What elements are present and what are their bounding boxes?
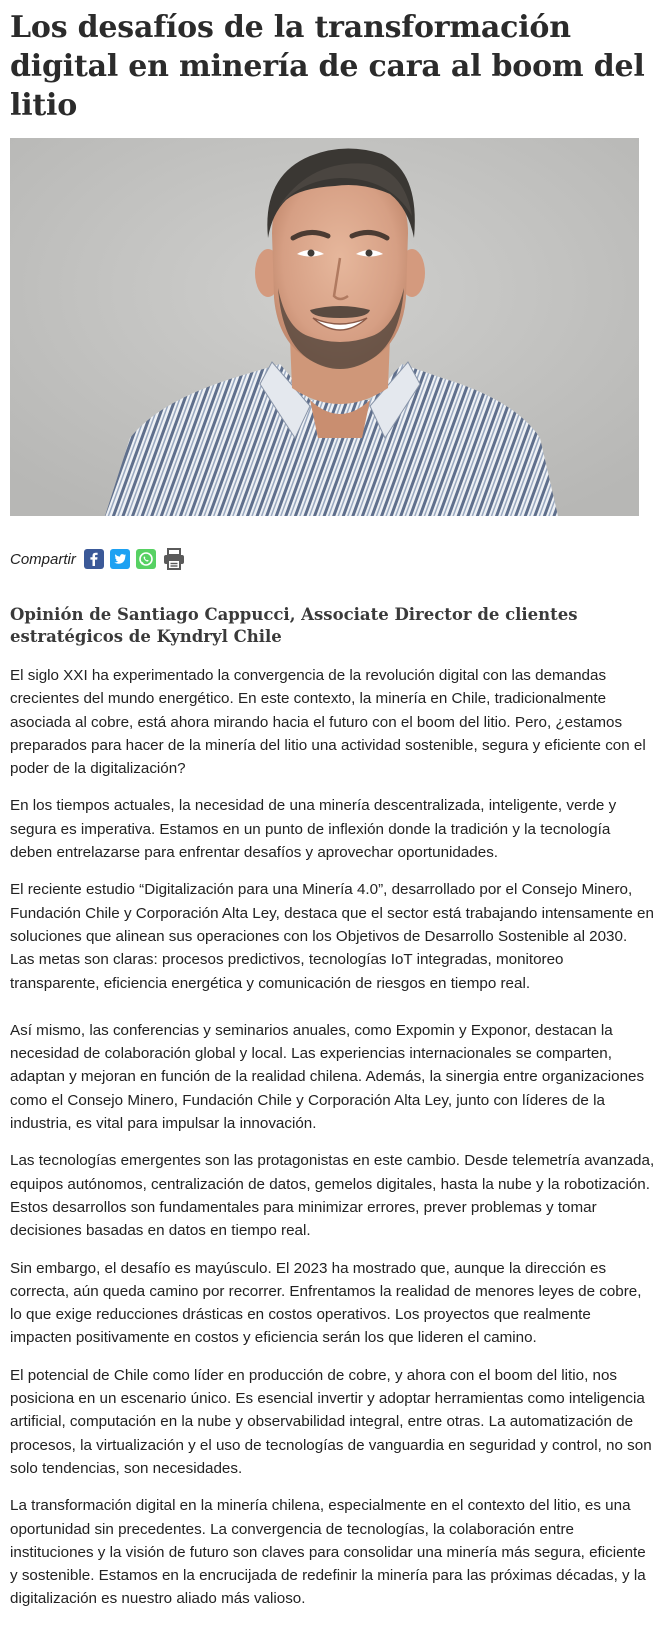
article-title: Los desafíos de la transformación digital en minería de cara al boom del litio [10,10,645,123]
portrait-image [10,138,639,516]
paragraph: El siglo XXI ha experimentado la convergencia de la revolución digital con las demandas crecientes del mundo energético. En este contexto, la minería en Chile, tradicionalmente asociada al cobre, está ahora mirando hacia el futuro con el boom del litio. Pero, ¿estamos preparados para hacer de la minería del litio una actividad sostenible, segura y eficiente con el poder de la digitalización? [10,667,646,778]
share-bar [10,546,655,572]
article [10,0,655,1625]
paragraph: El potencial de Chile como líder en producción de cobre, y ahora con el boom del litio, nos posiciona en un escenario único. Es esencial invertir y adoptar herramientas como inteligencia artificial, computación en la nube y observabilidad integral, entre otras. La automatización de procesos, la virtualización y el uso de tecnologías de vanguardia en seguridad y control, no son solo tendencias, son necesidades. [10,1366,652,1477]
print-icon[interactable] [162,549,186,569]
article-body [10,664,655,1611]
whatsapp-icon[interactable] [136,549,156,569]
twitter-icon[interactable] [110,549,130,569]
share-label: Compartir [10,550,76,568]
paragraph: El reciente estudio “Digitalización para una Minería 4.0”, desarrollado por el Consejo Minero, Fundación Chile y Corporación Alta Ley, destaca que el sector está trabajando intensamente en soluciones que alinean sus operaciones con los Objetivos de Desarrollo Sostenible al 2030. Las metas son claras: procesos predictivos, tecnologías IoT integradas, monitoreo transparente, eficiencia energética y comunicación de riesgos en tiempo real. [10,881,654,992]
paragraph: Sin embargo, el desafío es mayúsculo. El 2023 ha mostrado que, aunque la dirección es correcta, aún queda camino por recorrer. Enfrentamos la realidad de menores leyes de cobre, lo que exige reducciones drásticas en costos operativos. Los proyectos que realmente impacten positivamente en costos y eficiencia serán los que lideren el camino. [10,1259,642,1347]
facebook-icon[interactable] [84,549,104,569]
article-photo [10,138,639,516]
paragraph: La transformación digital en la minería chilena, especialmente en el contexto del litio, es una oportunidad sin precedentes. La convergencia de tecnologías, la colaboración entre instituciones y la visión de futuro son claves para consolidar una minería más segura, eficiente y sostenible. Estamos en la encrucijada de redefinir la minería para las próximas décadas, y la digitalización es nuestro aliado más valioso. [10,1497,646,1608]
article-subtitle: Opinión de Santiago Cappucci, Associate Director de clientes estratégicos de Kyndryl Chile [10,605,578,646]
paragraph: Así mismo, las conferencias y seminarios anuales, como Expomin y Exponor, destacan la necesidad de colaboración global y local. Las experiencias internacionales se comparten, adaptan y mejoran en función de la realidad chilena. Además, la sinergia entre organizaciones como el Consejo Minero, Fundación Chile y Corporación Alta Ley, junto con líderes de la industria, es vital para impulsar la innovación. [10,1021,645,1133]
paragraph: En los tiempos actuales, la necesidad de una minería descentralizada, inteligente, verde y segura es imperativa. Estamos en un punto de inflexión donde la tradición y la tecnología deben entrelazarse para enfrentar desafíos y aprovechar oportunidades. [10,797,617,862]
paragraph: Las tecnologías emergentes son las protagonistas en este cambio. Desde telemetría avanzada, equipos autónomos, centralización de datos, gemelos digitales, hasta la nube y la robotización. Estos desarrollos son fundamentales para minimizar errores, prever problemas y tomar decisiones basadas en datos en tiempo real. [10,1152,655,1240]
